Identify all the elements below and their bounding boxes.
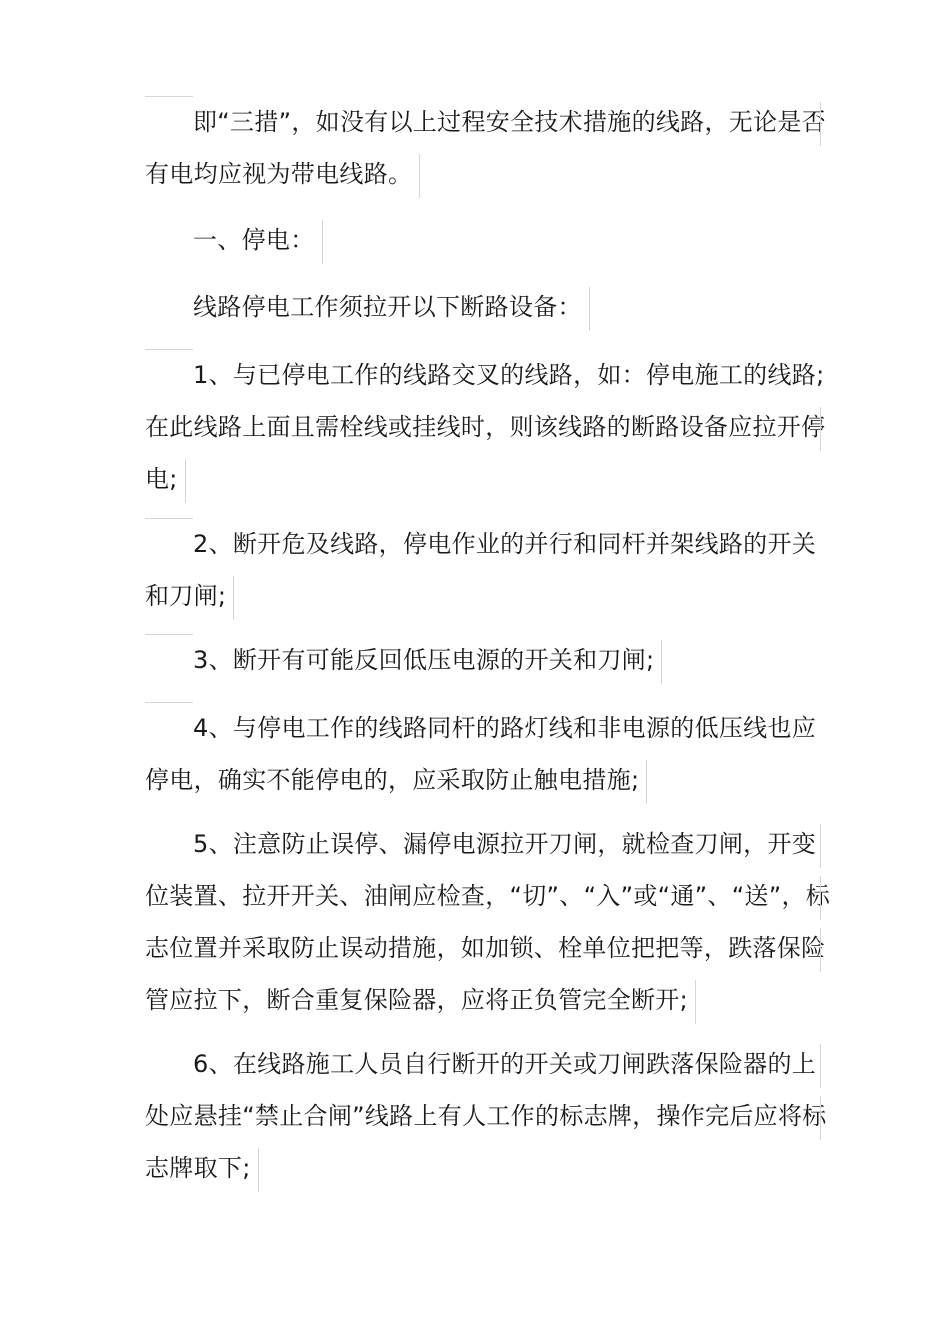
list-item-6 (145, 1038, 827, 1194)
list-item-5 (145, 818, 831, 1026)
text-line: 停电，确实不能停电的，应采取防止触电措施; (145, 754, 815, 806)
text-line: 位装置、拉开开关、油闸应检查，“切”、“入”或“通”、“送”，标 (145, 870, 815, 922)
text-line: 2、断开危及线路，停电作业的并行和同杆并架线路的开关 (145, 518, 815, 570)
text-line: 电; (145, 453, 815, 505)
list-item-4 (145, 702, 815, 806)
text-line: 和刀闸; (145, 570, 815, 622)
list-item-1 (145, 349, 826, 505)
text-line: 5、注意防止误停、漏停电源拉开刀闸，就检查刀闸，开变 (145, 818, 815, 870)
list-item-3 (145, 634, 815, 686)
section-heading-power-off (145, 214, 815, 266)
text-line: 即“三措”，如没有以上过程安全技术措施的线路，无论是否 (145, 96, 815, 148)
text-line: 一、停电： (145, 214, 815, 266)
text-line: 志牌取下; (145, 1142, 815, 1194)
text-line: 处应悬挂“禁止合闸”线路上有人工作的标志牌，操作完后应将标 (145, 1090, 815, 1142)
text-line: 管应拉下，断合重复保险器，应将正负管完全断开; (145, 974, 815, 1026)
text-line: 4、与停电工作的线路同杆的路灯线和非电源的低压线也应 (145, 702, 815, 754)
text-line: 6、在线路施工人员自行断开的开关或刀闸跌落保险器的上 (145, 1038, 815, 1090)
list-item-2 (145, 518, 815, 622)
text-line: 线路停电工作须拉开以下断路设备： (145, 281, 815, 333)
text-line: 志位置并采取防止误动措施，如加锁、栓单位把把等，跌落保险 (145, 922, 815, 974)
text-line: 3、断开有可能反回低压电源的开关和刀闸; (145, 634, 815, 686)
text-line: 在此线路上面且需栓线或挂线时，则该线路的断路设备应拉开停 (145, 401, 815, 453)
paragraph-intro (145, 96, 826, 200)
text-line: 有电均应视为带电线路。 (145, 148, 815, 200)
paragraph-lead (145, 281, 815, 333)
text-line: 1、与已停电工作的线路交叉的线路，如：停电施工的线路; (145, 349, 815, 401)
